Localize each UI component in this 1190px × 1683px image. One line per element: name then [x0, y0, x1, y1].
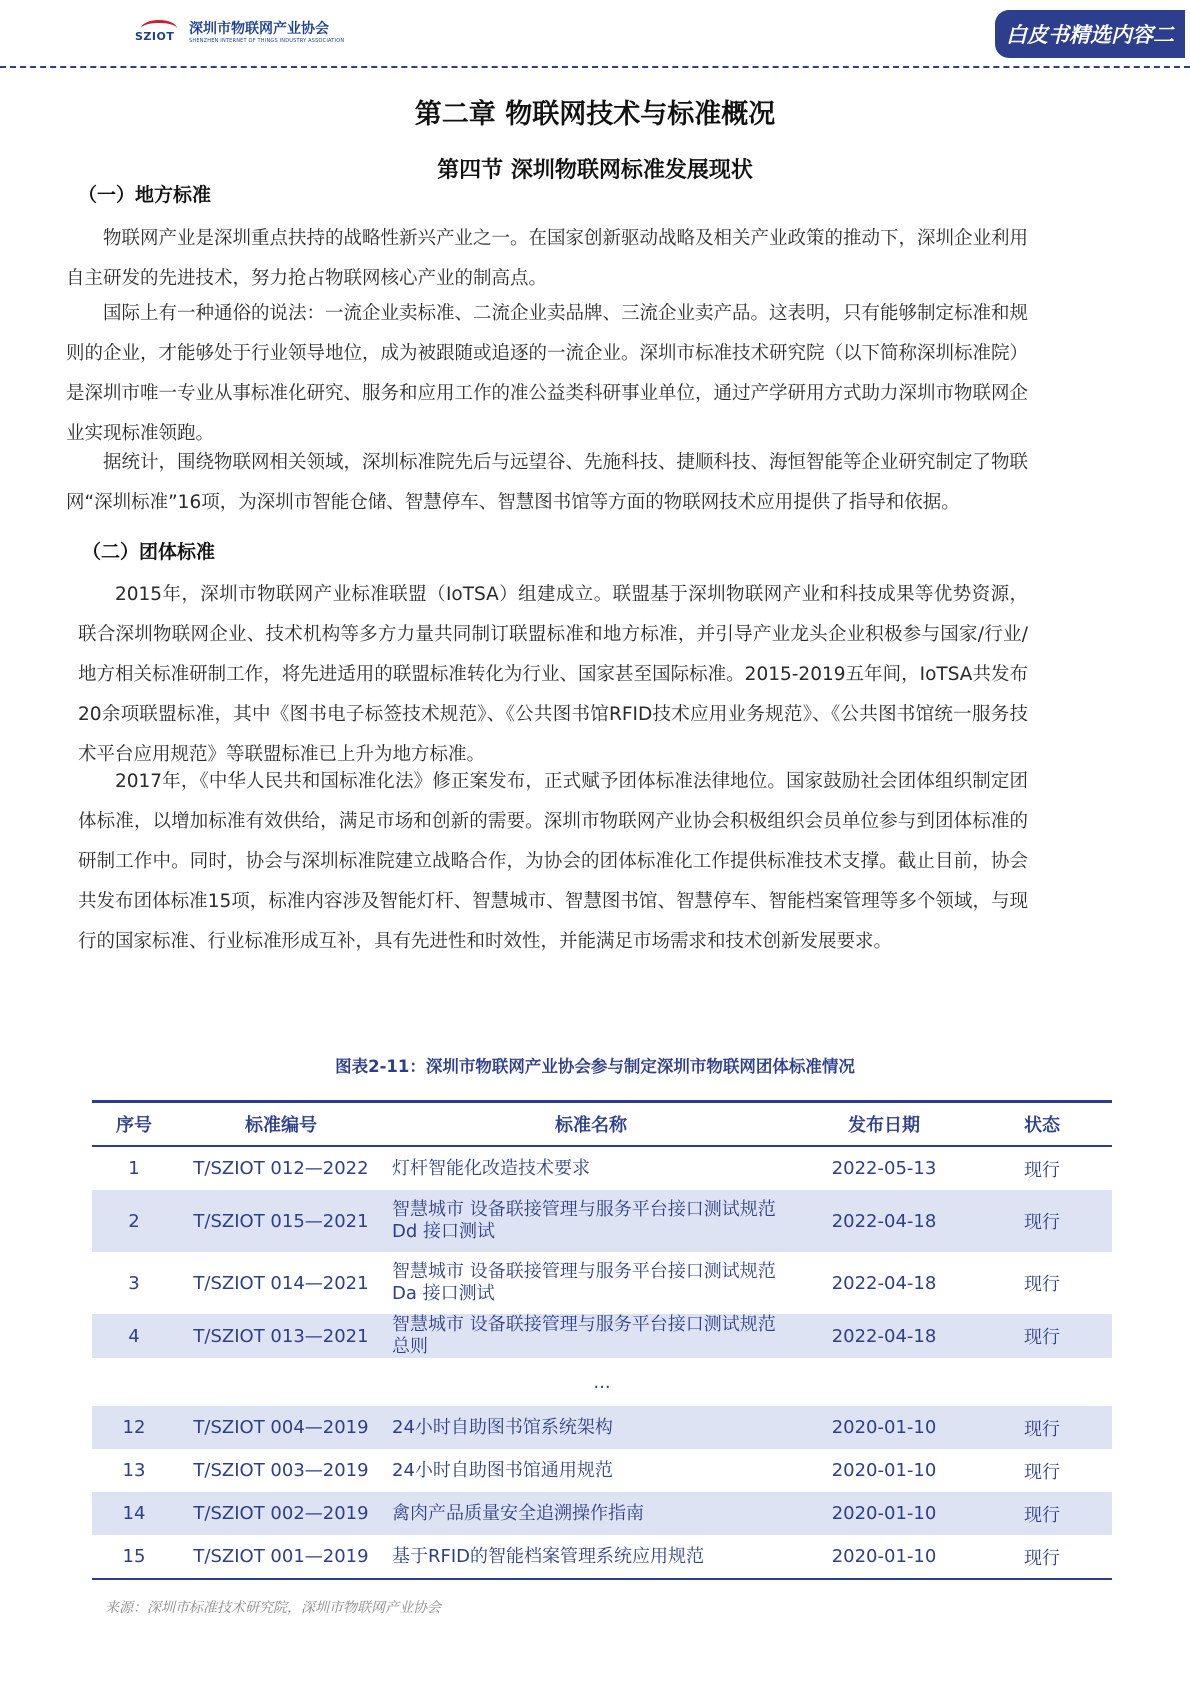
- cell-name: 灯杆智能化改造技术要求: [392, 1157, 590, 1179]
- cell-date: 2022-04-18: [796, 1190, 972, 1252]
- table-row: [92, 1252, 1112, 1314]
- cell-name: 基于RFID的智能档案管理系统应用规范: [386, 1535, 796, 1579]
- cell-date: 2020-01-10: [796, 1535, 972, 1579]
- standards-table: [92, 1100, 1112, 1580]
- cell-no: 12: [92, 1406, 176, 1449]
- ellipsis: ...: [593, 1371, 611, 1393]
- cell-code: T/SZIOT 003—2019: [193, 1460, 369, 1481]
- group-paragraph-1: 2015年，深圳市物联网产业标准联盟（IoTSA）组建成立。联盟基于深圳物联网产业和科技成果等优势资源，联合深圳物联网企业、技术机构等多方力量共同制订联盟标准和地方标准，并引导产业龙头企业积极参与国家/行业/地方相关标准研制工作，将先进适用的联盟标准转化为行业、国家甚至国际标准。2015-2019五年间，IoTSA共发布20余项联盟标准，其中《图书电子标签技术规范》、《公共图书馆RFID技术应用业务规范》、《公共图书馆统一服务技术平台应用规范》等联盟标准已上升为地方标准。: [78, 584, 1028, 765]
- cell-code: T/SZIOT 012—2022: [193, 1158, 369, 1179]
- cell-status: 现行: [972, 1535, 1112, 1579]
- logo-name: 深圳市物联网产业协会: [189, 21, 329, 37]
- table-row: [92, 1314, 1112, 1358]
- cell-name: 智慧城市 设备联接管理与服务平台接口测试规范 Da 接口测试: [392, 1261, 776, 1304]
- cell-no: 4: [92, 1314, 176, 1358]
- source-note: 来源：深圳市标准技术研究院，深圳市物联网产业协会: [105, 1600, 441, 1616]
- local-paragraph-3: 据统计，围绕物联网相关领域，深圳标准院先后与远望谷、先施科技、捷顺科技、海恒智能等企业研究制定了物联网“深圳标准”16项，为深圳市智能仓储、智慧停车、智慧图书馆等方面的物联网技术应用提供了指导和依据。: [66, 452, 1029, 513]
- table-row: [92, 1449, 1112, 1492]
- group-paragraph-2: 2017年，《中华人民共和国标准化法》修正案发布，正式赋予团体标准法律地位。国家鼓励社会团体组织制定团体标准，以增加标准有效供给，满足市场和创新的需要。深圳市物联网产业协会积极组织会员单位参与到团体标准的研制工作中。同时，协会与深圳标准院建立战略合作，为协会的团体标准化工作提供标准技术支撑。截止目前，协会共发布团体标准15项，标准内容涉及智能灯杆、智慧城市、智慧图书馆、智慧停车、智能档案管理等多个领域，与现行的国家标准、行业标准形成互补，具有先进性和时效性，并能满足市场需求和技术创新发展要求。: [78, 771, 1028, 952]
- cell-name: 智慧城市 设备联接管理与服务平台接口测试规范 Dd 接口测试: [386, 1190, 796, 1252]
- local-standards-heading: （一）地方标准: [78, 184, 212, 206]
- cell-code: T/SZIOT 002—2019: [176, 1492, 386, 1535]
- col-header-date: 发布日期: [796, 1102, 972, 1147]
- cell-no: 1: [128, 1158, 140, 1179]
- cell-no: 15: [92, 1535, 176, 1579]
- cell-status: 现行: [972, 1314, 1112, 1358]
- logo-abbr: SZIOT: [135, 30, 175, 43]
- cell-name: 智慧城市 设备联接管理与服务平台接口测试规范 总则: [386, 1314, 796, 1358]
- logo-english-name: SHENZHEN INTERNET OF THINGS INDUSTRY ASSOCIATION: [189, 38, 345, 44]
- cell-name: 24小时自助图书馆通用规范: [392, 1459, 613, 1481]
- cell-no: 3: [128, 1272, 140, 1294]
- cell-no: 13: [122, 1460, 146, 1481]
- table-caption: 图表2-11：深圳市物联网产业协会参与制定深圳市物联网团体标准情况: [335, 1057, 855, 1076]
- table-row: [92, 1406, 1112, 1449]
- cell-status: 现行: [1024, 1274, 1060, 1295]
- table-row: [92, 1535, 1112, 1579]
- table-row: [92, 1190, 1112, 1252]
- logo-icon: [135, 20, 183, 46]
- cell-code: T/SZIOT 014—2021: [193, 1272, 369, 1294]
- header-divider: [0, 66, 1190, 68]
- page-header: [0, 0, 1190, 68]
- whitepaper-badge: 白皮书精选内容二: [995, 10, 1185, 58]
- cell-date: 2020-01-10: [831, 1460, 937, 1481]
- col-header-no: 序号: [92, 1102, 176, 1147]
- cell-date: 2020-01-10: [796, 1492, 972, 1535]
- section-title: 第四节 深圳物联网标准发展现状: [437, 157, 753, 183]
- cell-no: 2: [92, 1190, 176, 1252]
- cell-status: 现行: [972, 1190, 1112, 1252]
- cell-status: 现行: [1024, 1159, 1060, 1181]
- col-header-code: 标准编号: [176, 1102, 386, 1147]
- cell-name: 禽肉产品质量安全追溯操作指南: [386, 1492, 796, 1535]
- group-standards-heading: （二）团体标准: [82, 541, 216, 563]
- local-paragraph-1: 物联网产业是深圳重点扶持的战略性新兴产业之一。在国家创新驱动战略及相关产业政策的推动下，深圳企业利用自主研发的先进技术，努力抢占物联网核心产业的制高点。: [66, 228, 1029, 289]
- cell-name: 24小时自助图书馆系统架构: [386, 1406, 796, 1449]
- cell-date: 2022-05-13: [831, 1158, 937, 1179]
- cell-code: T/SZIOT 015—2021: [176, 1190, 386, 1252]
- chapter-title: 第二章 物联网技术与标准概况: [414, 99, 776, 130]
- cell-status: 现行: [972, 1406, 1112, 1449]
- table-header-row: [92, 1102, 1112, 1147]
- col-header-name: 标准名称: [386, 1102, 796, 1147]
- cell-date: 2022-04-18: [796, 1314, 972, 1358]
- table-row: [92, 1146, 1112, 1190]
- table-row: [92, 1492, 1112, 1535]
- cell-no: 14: [92, 1492, 176, 1535]
- cell-code: T/SZIOT 013—2021: [176, 1314, 386, 1358]
- cell-code: T/SZIOT 001—2019: [176, 1535, 386, 1579]
- logo: [135, 20, 344, 46]
- local-paragraph-2: 国际上有一种通俗的说法：一流企业卖标准、二流企业卖品牌、三流企业卖产品。这表明，只有能够制定标准和规则的企业，才能够处于行业领导地位，成为被跟随或追逐的一流企业。深圳市标准技术研究院（以下简称深圳标准院）是深圳市唯一专业从事标准化研究、服务和应用工作的准公益类科研事业单位，通过产学研用方式助力深圳市物联网企业实现标准领跑。: [66, 303, 1029, 444]
- col-header-status: 状态: [972, 1102, 1112, 1147]
- cell-date: 2022-04-18: [831, 1272, 937, 1294]
- table-ellipsis-row: [92, 1358, 1112, 1406]
- cell-status: 现行: [1024, 1461, 1060, 1483]
- cell-date: 2020-01-10: [796, 1406, 972, 1449]
- cell-code: T/SZIOT 004—2019: [176, 1406, 386, 1449]
- cell-status: 现行: [972, 1492, 1112, 1535]
